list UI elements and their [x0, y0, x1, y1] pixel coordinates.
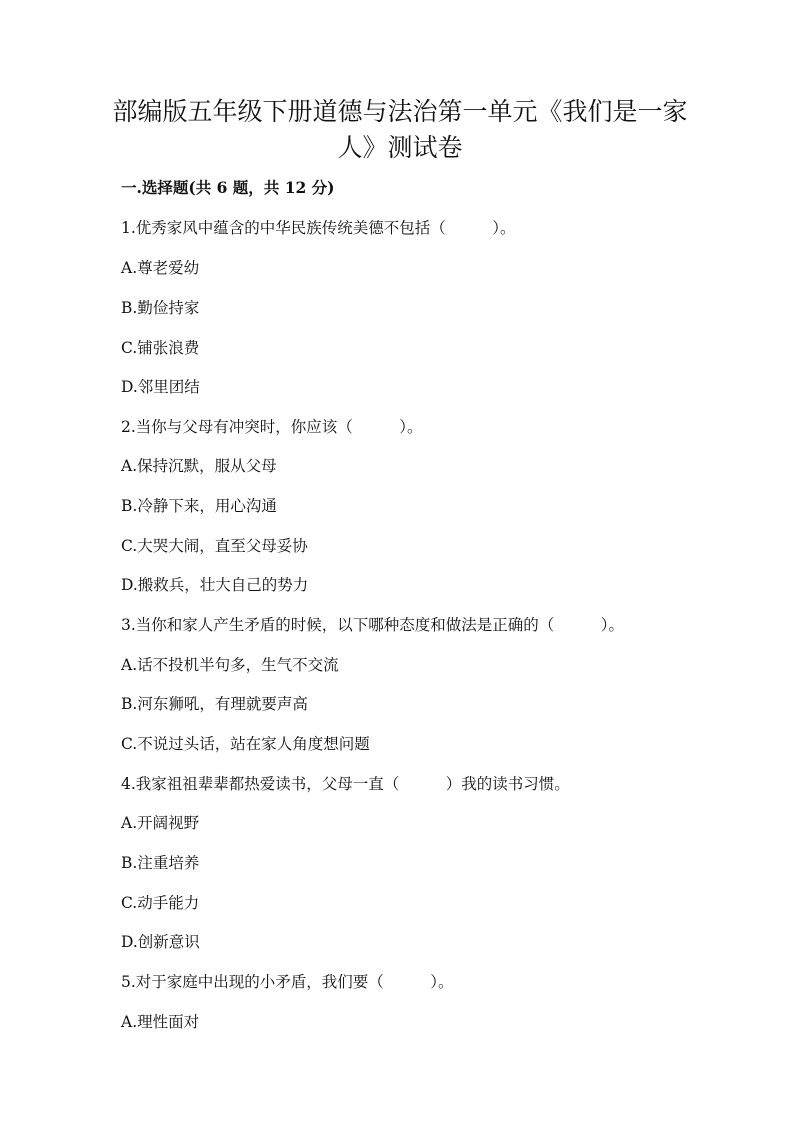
page-title: 部编版五年级下册道德与法治第一单元《我们是一家人》测试卷 [112, 97, 688, 162]
question-4-option-d: D.创新意识 [121, 933, 200, 951]
question-4-option-b: B.注重培养 [121, 854, 200, 872]
question-4-option-c: C.动手能力 [121, 894, 200, 912]
question-5-stem: 5.对于家庭中出现的小矛盾，我们要（ ）。 [121, 973, 454, 991]
question-1-option-a: A.尊老爱幼 [121, 259, 200, 277]
question-1-option-b: B.勤俭持家 [121, 299, 200, 317]
question-2-option-d: D.搬救兵，壮大自己的势力 [121, 576, 309, 594]
question-4-stem: 4.我家祖祖辈辈都热爱读书，父母一直（ ）我的读书习惯。 [121, 775, 570, 793]
question-5-option-a: A.理性面对 [121, 1013, 200, 1031]
question-1-option-c: C.铺张浪费 [121, 339, 200, 357]
question-2-option-b: B.冷静下来，用心沟通 [121, 497, 277, 515]
question-3-option-b: B.河东狮吼，有理就要声高 [121, 695, 308, 713]
question-1-option-d: D.邻里团结 [121, 378, 200, 396]
question-3-stem: 3.当你和家人产生矛盾的时候，以下哪种态度和做法是正确的（ ）。 [121, 616, 625, 634]
question-1-stem: 1.优秀家风中蕴含的中华民族传统美德不包括（ ）。 [121, 219, 516, 237]
question-3-option-a: A.话不投机半句多，生气不交流 [121, 656, 339, 674]
question-4-option-a: A.开阔视野 [121, 814, 200, 832]
question-2-stem: 2.当你与父母有冲突时，你应该（ ）。 [121, 418, 423, 436]
question-2-option-a: A.保持沉默，服从父母 [121, 457, 277, 475]
section-heading: 一.选择题(共 6 题，共 12 分) [121, 178, 335, 197]
question-3-option-c: C.不说过头话，站在家人角度想问题 [121, 735, 370, 753]
question-2-option-c: C.大哭大闹，直至父母妥协 [121, 537, 308, 555]
